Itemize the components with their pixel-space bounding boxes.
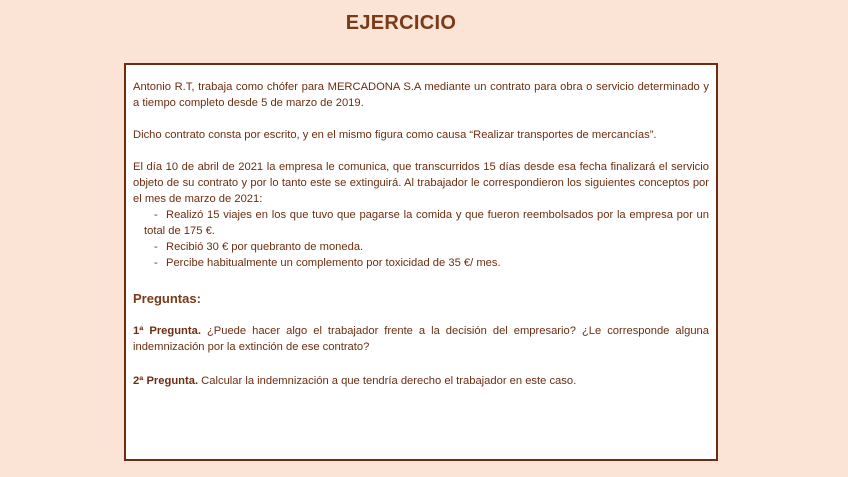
page-title: EJERCICIO <box>345 12 457 34</box>
question-label: 1ª Pregunta. <box>133 325 201 337</box>
list-item: - Realizó 15 viajes en los que tuvo que pagarse la comida y que fueron reembolsados por la empresa por un total de 175 €. <box>144 209 709 237</box>
questions-heading: Preguntas: <box>133 291 201 306</box>
question-2 <box>133 373 709 389</box>
question-text: Calcular la indemnización a que tendría derecho el trabajador en este caso. <box>198 375 577 387</box>
list-item: - Recibió 30 € por quebranto de moneda. <box>154 241 364 253</box>
exercise-box <box>124 63 718 461</box>
question-text: ¿Puede hacer algo el trabajador frente a la decisión del empresario? ¿Le corresponde alguna indemnización por la extinción de ese contrato? <box>133 325 709 353</box>
bullet-text: Percibe habitualmente un complemento por toxicidad de 35 €/ mes. <box>166 257 501 269</box>
list-item: - Percibe habitualmente un complemento por toxicidad de 35 €/ mes. <box>154 257 501 269</box>
question-1 <box>133 323 709 355</box>
question-label: 2ª Pregunta. <box>133 375 199 387</box>
paragraph-contract: Antonio R.T, trabaja como chófer para MERCADONA S.A mediante un contrato para obra o servicio determinado y a tiempo completo desde 5 de marzo de 2019. <box>133 81 709 109</box>
bullet-text: Recibió 30 € por quebranto de moneda. <box>166 241 364 253</box>
paragraph-cause: Dicho contrato consta por escrito, y en el mismo figura como causa “Realizar transportes de mercancías”. <box>133 129 657 141</box>
paragraph-notice: El día 10 de abril de 2021 la empresa le comunica, que transcurridos 15 días desde esa fecha finalizará el servicio objeto de su contrato y por lo tanto este se extinguirá. Al trabajador le correspondieron los siguientes conceptos por el mes de marzo de 2021: <box>133 161 709 205</box>
bullet-text: Realizó 15 viajes en los que tuvo que pagarse la comida y que fueron reembolsados por la empresa por un total de 175 €. <box>144 209 709 237</box>
